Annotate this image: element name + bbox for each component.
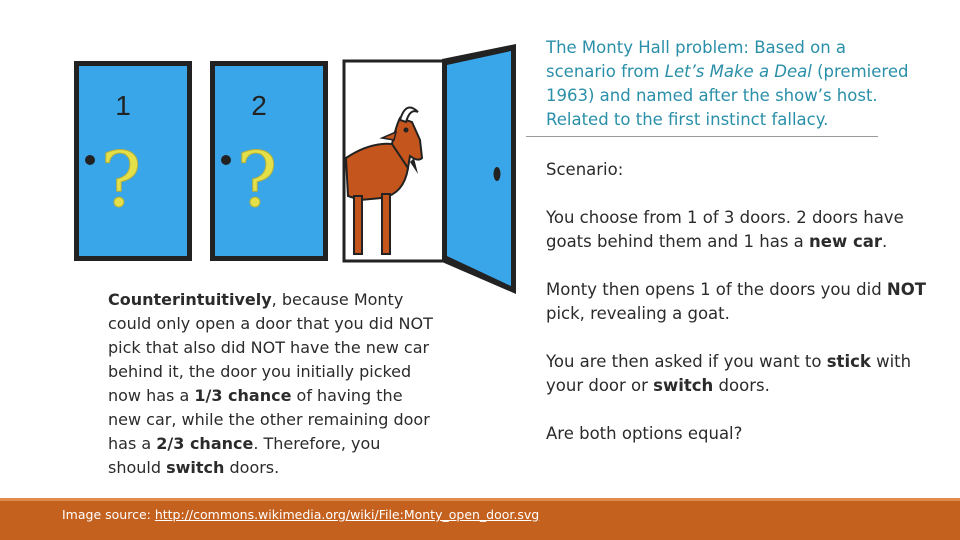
- scenario-choose-end: .: [882, 232, 888, 251]
- explanation-text-4: doors.: [224, 458, 280, 477]
- door-1-question-mark: ?: [100, 135, 142, 224]
- footer-accent-line: [0, 498, 960, 501]
- stick-emphasis: stick: [826, 352, 871, 371]
- scenario-monty-text: Monty then opens 1 of the doors you did: [546, 280, 887, 299]
- scenario-choice-mid: with your door or: [546, 352, 912, 395]
- scenario-choice-text: You are then asked if you want to: [546, 352, 827, 371]
- explanation-text-3: . Therefore, you should: [108, 434, 381, 477]
- scenario-choose-text: You choose from 1 of 3 doors. 2 doors have goats behind them and 1 has a: [546, 208, 904, 251]
- scenario-heading: Scenario:: [546, 160, 624, 179]
- door-2-knob: [221, 155, 231, 165]
- switch-emphasis: switch: [653, 376, 714, 395]
- intro-text-start: The Monty Hall problem: Based on a scenario from: [546, 38, 847, 81]
- switch-emphasis-explanation: switch: [166, 458, 225, 477]
- intro-text-end: (premiered 1963) and named after the show’s host. Related to the first instinct fallacy.: [546, 62, 909, 129]
- image-source-caption: [62, 507, 539, 522]
- explanation-paragraph: [108, 288, 438, 480]
- explanation-text-1: , because Monty could only open a door that you did NOT pick that also did NOT have the new car behind it, the door you initially picked now has a: [108, 290, 433, 405]
- counterintuitively-emphasis: Counterintuitively: [108, 290, 272, 309]
- door-2-number: 2: [251, 90, 267, 121]
- scenario-question: Are both options equal?: [546, 424, 743, 443]
- image-source-label: Image source:: [62, 507, 155, 522]
- intro-divider: [526, 136, 878, 137]
- image-source-link[interactable]: http://commons.wikimedia.org/wiki/File:Monty_open_door.svg: [154, 507, 540, 522]
- show-name: Let’s Make a Deal: [664, 62, 812, 81]
- scenario-monty-end: pick, revealing a goat.: [546, 304, 730, 323]
- explanation-text-2: of having the new car, while the other remaining door has a: [108, 386, 430, 453]
- door-2: [210, 61, 328, 261]
- door-2-question-mark: ?: [236, 135, 278, 224]
- door-1: [74, 61, 192, 261]
- door-3-open: [344, 44, 516, 294]
- two-thirds-emphasis: 2/3 chance: [156, 434, 254, 453]
- door-1-number: 1: [115, 90, 131, 121]
- monty-hall-illustration: [70, 38, 520, 300]
- scenario-paragraph-choose: [546, 206, 926, 254]
- scenario-paragraph-monty: [546, 278, 926, 326]
- door-3-knob: [494, 167, 501, 181]
- scenario-choice-end: doors.: [713, 376, 770, 395]
- not-emphasis: NOT: [886, 280, 927, 299]
- scenario-paragraph-choice: [546, 350, 926, 398]
- one-third-emphasis: 1/3 chance: [194, 386, 292, 405]
- door-1-knob: [85, 155, 95, 165]
- new-car-emphasis: new car: [809, 232, 883, 251]
- intro-paragraph: [546, 36, 916, 132]
